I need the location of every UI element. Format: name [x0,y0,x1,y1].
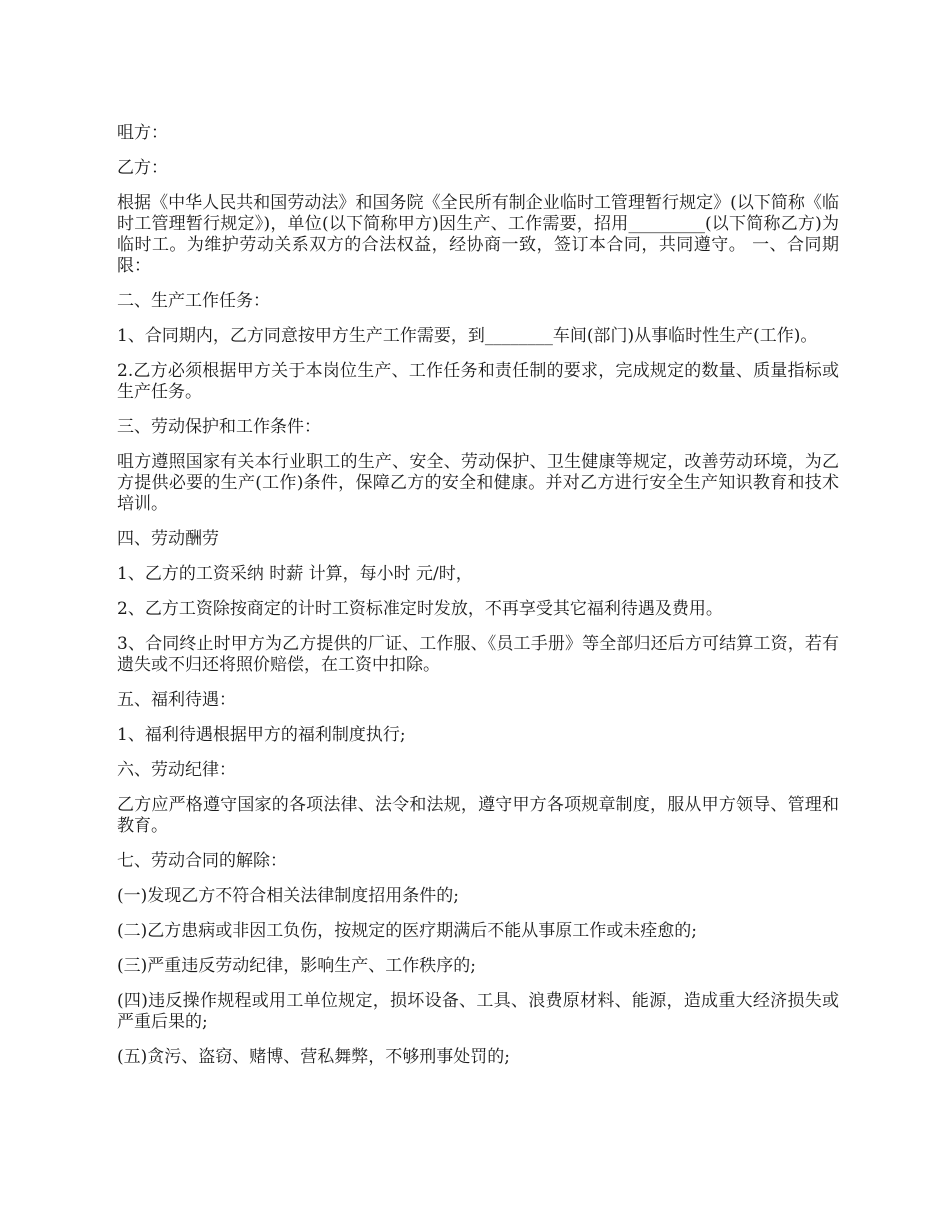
termination-item-4: (四)违反操作规程或用工单位规定，损坏设备、工具、浪费原材料、能源，造成重大经济损失或严重后果的; [117,991,839,1032]
section-heading-work-tasks: 二、生产工作任务： [117,291,270,311]
discipline-paragraph: 乙方应严格遵守国家的各项法律、法令和法规，遵守甲方各项规章制度，服从甲方领导、管理和教育。 [117,795,839,836]
remuneration-clause-2: 2、乙方工资除按商定的计时工资标准定时发放，不再享受其它福利待遇及费用。 [117,599,723,619]
section-heading-labor-protection: 三、劳动保护和工作条件： [117,417,321,437]
work-task-clause-1: 1、合同期内，乙方同意按甲方生产工作需要，到________车间(部门)从事临时性生产(工作)。 [117,326,818,346]
party-a-label: 咀方： [117,123,168,143]
remuneration-clause-1: 1、乙方的工资采纳 时薪 计算，每小时 元/时， [117,564,473,584]
section-heading-benefits: 五、福利待遇： [117,690,236,710]
section-heading-remuneration: 四、劳动酬劳 [117,529,219,549]
section-heading-termination: 七、劳动合同的解除： [117,851,287,871]
termination-item-5: (五)贪污、盗窃、赌博、营私舞弊，不够刑事处罚的; [117,1047,510,1067]
party-b-label: 乙方： [117,158,168,178]
termination-item-1: (一)发现乙方不符合相关法律制度招用条件的; [117,886,459,906]
termination-item-3: (三)严重违反劳动纪律，影响生产、工作秩序的; [117,956,476,976]
termination-item-2: (二)乙方患病或非因工负伤，按规定的医疗期满后不能从事原工作或未痊愈的; [117,921,697,941]
preamble-paragraph: 根据《中华人民共和国劳动法》和国务院《全民所有制企业临时工管理暂行规定》(以下简称《临时工管理暂行规定》)，单位(以下简称甲方)因生产、工作需要，招用_________(以下简称乙方)为临时工。为维护劳动关系双方的合法权益，经协商一致，签订本合同，共同遵守。 一、合同期限： [117,193,839,276]
benefits-clause-1: 1、福利待遇根据甲方的福利制度执行; [117,725,406,745]
work-task-clause-2: 2.乙方必须根据甲方关于本岗位生产、工作任务和责任制的要求，完成规定的数量、质量指标或生产任务。 [117,361,839,402]
section-heading-discipline: 六、劳动纪律： [117,760,236,780]
remuneration-clause-3: 3、合同终止时甲方为乙方提供的厂证、工作服、《员工手册》等全部归还后方可结算工资，若有遗失或不归还将照价赔偿，在工资中扣除。 [117,634,839,675]
labor-protection-paragraph: 咀方遵照国家有关本行业职工的生产、安全、劳动保护、卫生健康等规定，改善劳动环境，为乙方提供必要的生产(工作)条件，保障乙方的安全和健康。并对乙方进行安全生产知识教育和技术培训。 [117,452,839,514]
contract-body [117,123,839,1082]
